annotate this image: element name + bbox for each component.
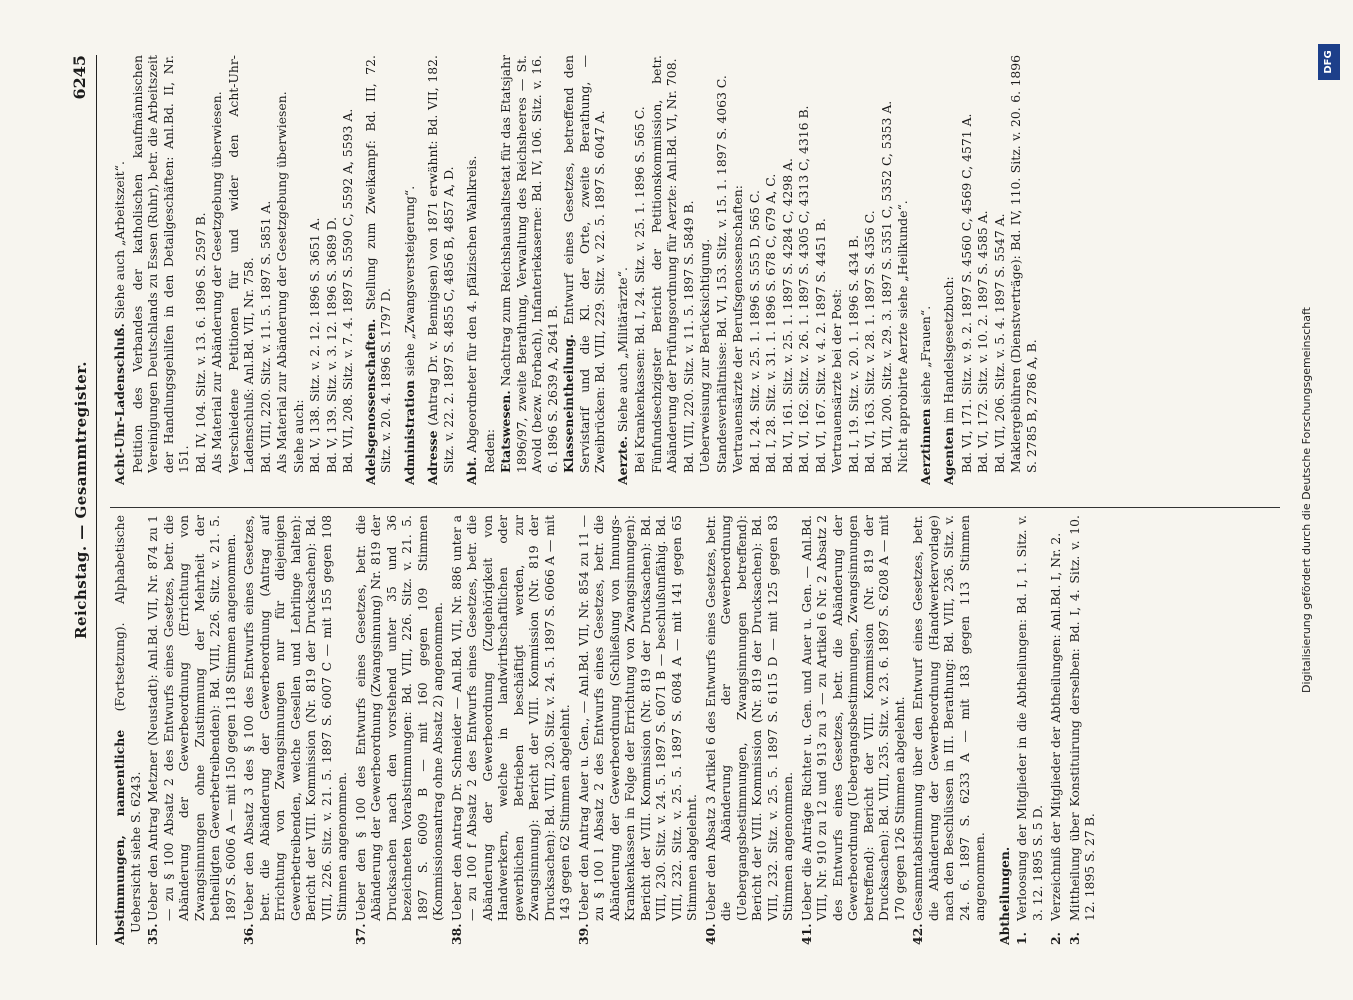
item-text: Mittheilung über Konstituirung derselben: Bd. I, 4. Sitz. v. 10. 12. 1895 S. 27 B. [1066,515,1097,921]
entry-head: Acht-Uhr-Ladenschluß. [112,323,127,485]
vote-number: 39. [575,923,591,945]
vote-item [703,515,796,945]
item-text: Verzeichniß der Mitglieder der Abtheilungen: Anl.Bd. I, Nr. 2. [1048,532,1063,921]
vote-text: Ueber den Absatz 3 Artikel 6 des Entwurfs eines Gesetzes, betr. die Abänderung der Gewerbeordnung (Uebergangsbestimmungen, Zwangsinnungen betreffend): Bericht der VIII. Kommission (Nr. 819 der Drucksachen): Bd. VIII, 232. Sitz. v. 25. 5. 1897 S. 6115 D — mit 125 gegen 83 Stimmen angenommen. [702,515,795,921]
vote-item [910,515,988,945]
entry-administration [402,55,418,485]
vote-item [353,515,446,945]
entry-line: Maklergebühren (Dienstverträge): Bd. IV, 110. Sitz. v. 20. 6. 1896 S. 2785 B, 2786 A, B. [1008,55,1039,473]
vote-text: Ueber den Antrag Auer u. Gen., — Anl.Bd. VII, Nr. 854 zu 11 — zu § 100 l Absatz 2 des Entwurfs eines Gesetzes, betr. die Abänderung der Gewerbeordnung (Schließung von Innungs-Krankenkassen in Folge der Errichtung von Zwangsinnungen): Bericht der VIII. Kommission (Nr. 819 der Drucksachen): Bd. VIII, 230. Sitz. v. 24. 5. 1897 S. 6071 B — beschlußunfähig. Bd. VIII, 232. Sitz. v. 25. 5. 1897 S. 6084 A — mit 141 gegen 65 Stimmen abgelehnt. [575,515,699,921]
entry-acht-uhr-ladenschluss [112,55,128,485]
entry-line: Bd. VI, 172. Sitz. v. 10. 2. 1897 S. 4585 A. [975,210,990,473]
entry-head: Abstimmungen, namentliche [112,729,127,945]
entry-line: Bd. I, 19. Sitz. v. 20. 1. 1896 S. 434 B. [845,234,861,473]
vote-item [449,515,573,945]
entry-text: (Antrag Dr. v. Bennigsen) von 1871 erwähnt: Bd. VII, 182. Sitz. v. 22. 2. 1897 S. 4855 C, 4856 B, 4857 A, D. [425,55,456,473]
vote-text: Gesammtabstimmung über den Entwurf eines Gesetzes, betr. die Abänderung der Gewerbeordnung (Handwerkervorlage) nach den Beschlüssen in III. Berathung: Bd. VIII, 236. Sitz. v. 24. 6. 1897 S. 6233 A — mit 183 gegen 113 Stimmen angenommen. [910,515,987,921]
entry-subentry [561,55,608,485]
entry-text: im Handelsgesetzbuch: [941,276,956,428]
vote-number: 37. [352,923,368,945]
entry-line: Bd. IV, 104. Sitz. v. 13. 6. 1896 S. 2597 B. [192,212,208,473]
vote-text: Ueber die Anträge Richter u. Gen. und Auer u. Gen. — Anl.Bd. VIII, Nr. 910 zu 12 und 913 zu 3 — zu Artikel 6 Nr. 2 Absatz 2 des Entwurfs eines Gesetzes, betr. die Abänderung der Gewerbeordnung (Uebergangsbestimmungen, Zwangsinnungen betreffend): Bericht der VIII. Kommission (Nr. 819 der Drucksachen): Bd. VIII, 235. Sitz. v. 23. 6. 1897 S. 6208 A — mit 170 gegen 126 Stimmen abgelehnt. [798,515,907,921]
entry-line: Standesverhältnisse: Bd. VI, 153. Sitz. v. 15. 1. 1897 S. 4063 C. [713,75,729,473]
entry-line: Bd. VIII, 220. Sitz. v. 11. 5. 1897 S. 5851 A. [257,200,273,473]
entry-head: Administration [401,380,417,485]
entry-aerztinnen [918,55,934,485]
page-number: 6245 [70,55,89,100]
entry-adelsgenossenschaften [363,55,394,485]
entry-abtheilungen: Abtheilungen. [996,846,1012,945]
entry-line: Ueberweisung zur Berücksichtigung. [697,238,712,473]
entry-line: Bd. VI, 161. Sitz. v. 25. 1. 1897 S. 4284 C, 4298 A. [779,158,795,473]
subentry-head: Klasseneintheilung. [561,334,576,473]
vote-item [576,515,700,945]
subentry-head: Etatswesen. [498,390,513,473]
entry-line: Bd. V, 139. Sitz. v. 3. 12. 1896 S. 3689 D. [323,216,339,473]
abtheilung-item [1048,515,1064,945]
entry-head: Aerztinnen [917,408,933,485]
entry-agenten [941,55,957,485]
entry-adresse [425,55,456,485]
entry-head: Agenten [941,427,956,485]
abtheilung-item [1067,515,1098,945]
entry-line: Fünfundsechzigster Bericht der Petitionskommission, betr. Abänderung der Prüfungsordnung für Aerzte: Anl.Bd. VI, Nr. 708. [648,55,679,473]
entry-line: Als Material zur Abänderung der Gesetzgebung überwiesen. [209,91,224,473]
vote-number: 35. [145,923,160,945]
entry-head: Adresse [425,430,440,485]
vote-item [799,515,908,945]
entry-line: Petition des Verbandes der katholischen kaufmännischen Vereinigungen Deutschlands zu Essen (Ruhr), betr. die Arbeitszeit der Handlungsgehilfen in den Detailgeschäften: Anl.Bd. II, Nr. 151. [129,55,191,473]
page-header [60,55,100,945]
entry-line: Vertrauensärzte bei der Post: [829,288,844,473]
entry-head: Aerzte. [614,436,630,485]
vote-number: 41. [798,923,814,945]
entry-line: Bd. V, 138. Sitz. v. 2. 12. 1896 S. 3651 A. [307,217,322,473]
entry-text: (Fortsetzung). Alphabetische Uebersicht siehe S. 6243. [112,515,143,933]
entry-line: Nicht approbirte Aerzte siehe „Heilkunde“. [895,200,910,473]
entry-line: Bd. VII, 200. Sitz. v. 29. 3. 1897 S. 5351 C, 5352 C, 5353 A. [878,100,894,473]
entry-line: Siehe auch: [290,399,306,473]
entry-line: Reden: [481,428,497,473]
entry-line: Bei Krankenkassen: Bd. I, 24. Sitz. v. 25. 1. 1896 S. 565 C. [632,106,647,473]
entry-line: Bd. VI, 167. Sitz. v. 4. 2. 1897 S. 4451 B. [812,218,828,473]
entry-text: Siehe auch „Militärärzte“. [614,267,630,437]
item-number: 3. [1066,932,1082,945]
entry-subentry [498,55,560,485]
vote-number: 36. [241,923,256,945]
column-divider [110,507,1280,508]
vote-text: Ueber den § 100 des Entwurfs eines Gesetzes, betr. die Abänderung der Gewerbeordnung (Zwangsinnung) Nr. 819 der Drucksachen nach den vorstehend unter 35 und 36 bezeichneten Vorabstimmungen: Bd. VIII, 226. Sitz. v. 21. 5. 1897 S. 6009 B — mit 160 gegen 109 Stimmen (Kommissionsantrag ohne Absatz 2) angenommen. [352,515,445,921]
vote-text: Ueber den Absatz 3 des § 100 des Entwurfs eines Gesetzes, betr. die Abänderung der Gewerbeordnung (Antrag auf Errichtung von Zwangsinnungen nur für diejenigen Gewerbetreibenden, welche Gesellen und Lehrlinge halten): Bericht der VIII. Kommission (Nr. 819 der Drucksachen): Bd. VIII, 226. Sitz. v. 21. 5. 1897 S. 6007 C — mit 155 gegen 108 Stimmen angenommen. [241,515,349,921]
entry-line: Bd. VI, 163. Sitz. v. 28. 1. 1897 S. 4356 C. [862,210,877,473]
item-text: Verloosung der Mitglieder in die Abtheilungen: Bd. I, 1. Sitz. v. 3. 12. 1895 S. 5 D. [1014,515,1045,921]
right-column [112,55,1277,485]
vote-number: 38. [448,923,464,945]
vote-text: Ueber den Antrag Metzner (Neustadt): Anl.Bd. VII, Nr. 874 zu 1 — zu § 100 Absatz 2 des Entwurfs eines Gesetzes, betr. die Abänderung der Gewerbeordnung (Errichtung von Zwangsinnungen ohne Zustimmung der Mehrheit der betheiligten Gewerbetreibenden): Bd. VIII, 226. Sitz. v. 21. 5. 1897 S. 6006 A — mit 150 gegen 118 Stimmen angenommen. [145,515,238,921]
item-number: 2. [1048,932,1063,945]
dfg-logo: DFG [1318,44,1340,80]
vote-item [145,515,238,945]
vote-text: Ueber den Antrag Dr. Schneider — Anl.Bd. VII, Nr. 886 unter a — zu 100 f Absatz 2 des Entwurfs eines Gesetzes, betr. die Abänderung der Gewerbeordnung (Zugehörigkeit von Handwerkern, welche in landwirthschaftlichen oder gewerblichen Betrieben beschäftigt werden, zur Zwangsinnung): Bericht der VIII. Kommission (Nr. 819 der Drucksachen): Bd. VIII, 230. Sitz. v. 24. 5. 1897 S. 6066 A — mit 143 gegen 62 Stimmen abgelehnt. [448,515,572,921]
vote-number: 42. [910,923,925,945]
entry-text: Siehe auch „Arbeitszeit“. [112,161,127,324]
entry-line: Bd. VII, 208. Sitz. v. 7. 4. 1897 S. 5590 C, 5592 A, 5593 A. [340,108,355,473]
entry-line: Bd. VI, 162. Sitz. v. 26. 1. 1897 S. 4305 C, 4313 C, 4316 B. [796,105,811,473]
entry-line: Bd. I, 24. Sitz. v. 25. 1. 1896 S. 555 D, 565 C. [746,190,762,473]
subentry-text: Nachtrag zum Reichshaushaltsetat für das Etatsjahr 1896/97, zweite Berathung, Verwaltung des Reichsheeres — St. Avold (bezw. Forbach), Infanteriekaserne: Bd. IV, 106. Sitz. v. 16. 6. 1896 S. 2639 A, 2641 B. [498,55,560,473]
left-column [112,515,1277,945]
entry-head: Adelsgenossenschaften. [362,318,378,485]
abtheilung-item [1014,515,1045,945]
entry-line: Bd. I, 28. Sitz. v. 31. 1. 1896 S. 678 C, 679 A, C. [763,173,778,473]
entry-text: Abgeordneter für den 4. pfälzischen Wahlkreis. [464,155,479,457]
entry-text: Stellung zum Zweikampf: Bd. III, 72. Sitz. v. 20. 4. 1896 S. 1797 D. [362,55,393,473]
entry-line: Als Material zur Abänderung der Gesetzgebung überwiesen. [274,91,289,473]
digitization-credit: Digitalisierung gefördert durch die Deutsche Forschungsgemeinschaft [1300,307,1313,693]
entry-aerzte [615,55,631,485]
vote-number: 40. [702,923,718,945]
entry-line: Bd. VI, 171. Sitz. v. 9. 2. 1897 S. 4560 C, 4569 C, 4571 A. [958,113,974,473]
entry-head: Abt. [464,456,479,485]
entry-line: Bd. VII, 206. Sitz. v. 5. 4. 1897 S. 5547 A. [991,213,1007,473]
subentry-text: Entwurf eines Gesetzes, betreffend den Servistarif und die Kl. der Orte, zweite Berathung, — Zweibrücken: Bd. VIII, 229. Sitz. v. 22. 5. 1897 S. 6047 A. [561,55,607,473]
entry-line: Vertrauensärzte der Berufsgenossenschaften: [730,185,745,473]
entry-text: siehe „Zwangsversteigerung“. [401,185,417,381]
entry-text: siehe „Frauen“. [917,305,933,409]
entry-abstimmungen [112,515,143,945]
header-rule [96,55,97,945]
entry-abt [464,55,480,485]
page-title: Reichstag. — Gesammtregister. [72,361,90,639]
item-number: 1. [1014,932,1029,945]
entry-line: Verschiedene Petitionen für und wider den Acht-Uhr-Ladenschluß: Anl.Bd. VII, Nr. 758. [225,55,256,473]
entry-line: Bd. VIII, 220. Sitz. v. 11. 5. 1897 S. 5849 B. [680,200,696,473]
vote-item [241,515,350,945]
